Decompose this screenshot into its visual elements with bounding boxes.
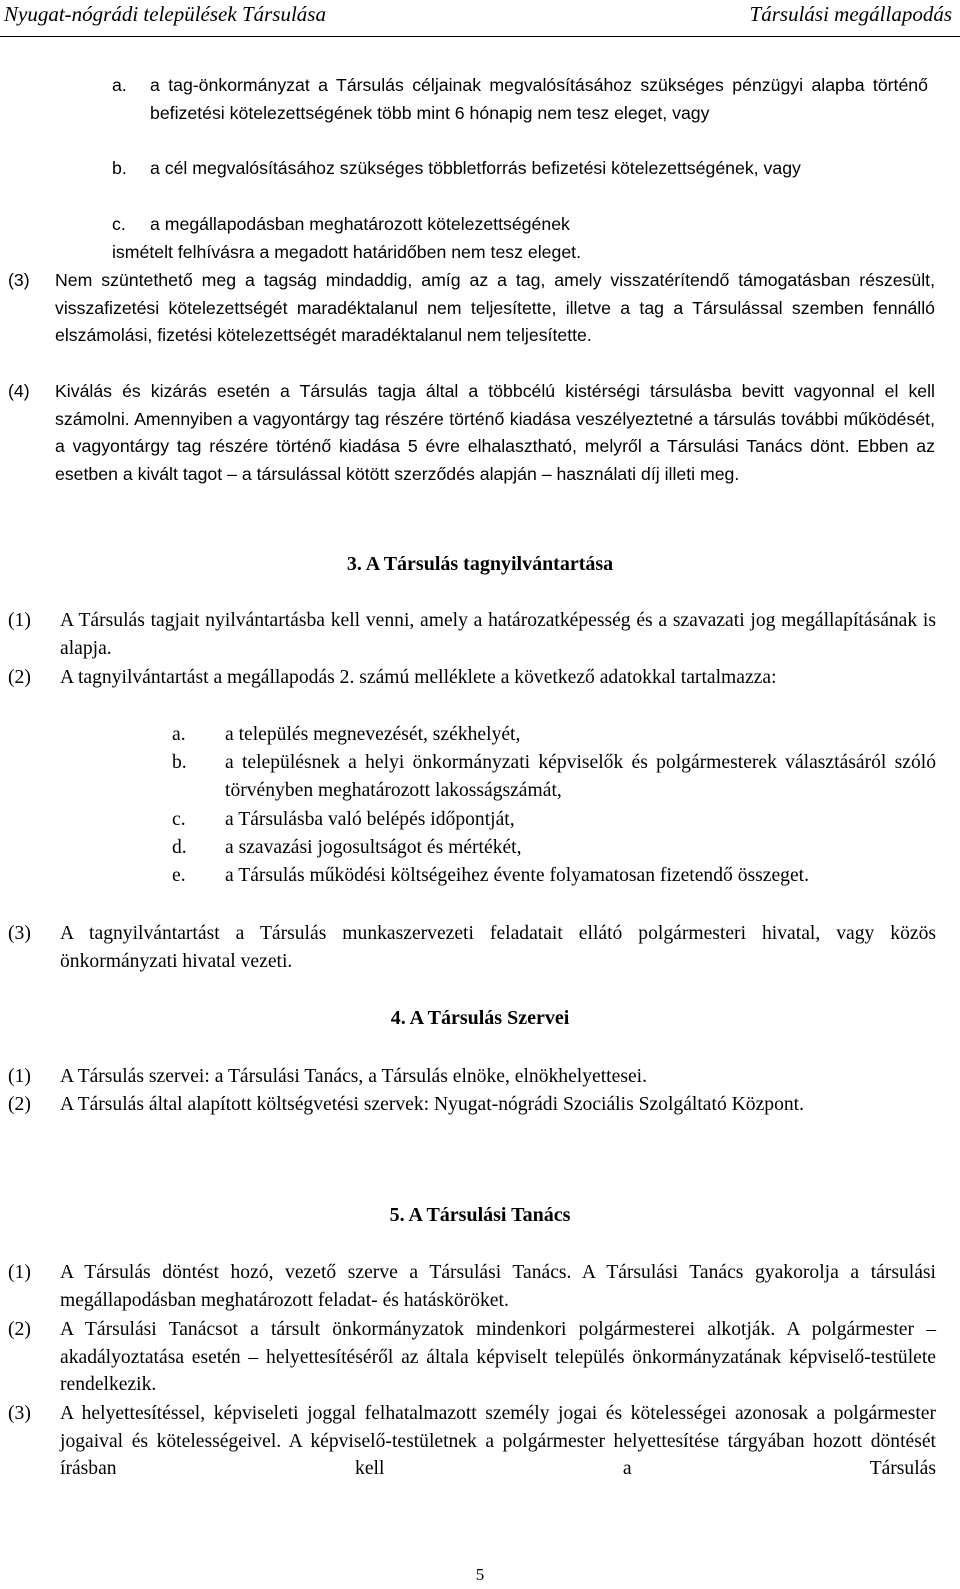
paragraph: Kiválás és kizárás esetén a Társulás tagja által a többcélú kistérségi társulásba bevitt vagyonnal el kell számolni. Amennyiben a vagyontárgy tag részére történő kiadása veszélyeztetné a társulás további működését, a vagyontárgy tag részére történő kiadása 5 évre elhalasztható, melyről a Társulási Tanács dönt. Ebben az esetben a kivált tagot – a társulással kötött szerződés alapján – használati díj illeti meg. xyxy=(55,381,935,484)
list-label: c. xyxy=(172,809,186,830)
paragraph-number: (3) xyxy=(8,1403,31,1424)
paragraph: Nem szüntethető meg a tagság mindaddig, amíg az a tag, amely visszatérítendő támogatásban részesült, visszafizetési kötelezettségét maradéktalanul nem teljesítette, illetve a tag a Társulással szemben fennálló elszámolási, fizetési kötelezettségét maradéktalanul nem teljesítette. xyxy=(55,270,935,346)
paragraph: A Társulás által alapított költségvetési szervek: Nyugat-nógrádi Szociális Szolgáltató Központ. xyxy=(60,1094,805,1115)
list-item: a megállapodásban meghatározott kötelezettségének xyxy=(150,214,570,234)
list-item: a cél megvalósításához szükséges többletforrás befizetési kötelezettségének, vagy xyxy=(150,158,801,178)
paragraph: A Társulás döntést hozó, vezető szerve a Társulási Tanács. A Társulási Tanács gyakorolja a társulási megállapodásban meghatározott feladat- és hatásköröket. xyxy=(60,1262,936,1311)
list-label: e. xyxy=(172,865,186,886)
list-item: a település megnevezését, székhelyét, xyxy=(225,724,521,745)
page-number: 5 xyxy=(475,1565,485,1584)
paragraph-number: (1) xyxy=(8,610,31,631)
paragraph: A helyettesítéssel, képviseleti joggal felhatalmazott személy jogai és kötelességei azonosak a polgármester jogaival és kötelességeivel. A képviselő-testületnek a polgármester helyettesítése tárgyában hozott döntését írásban kell a Társulás xyxy=(60,1403,936,1480)
paragraph: A Társulás tagjait nyilvántartásba kell venni, amely a határozatképesség és a szavazati jog megállapításának is alapja. xyxy=(60,610,936,659)
paragraph-number: (3) xyxy=(8,923,31,944)
list-label: b. xyxy=(172,752,187,773)
paragraph: A Társulási Tanácsot a társult önkormányzatok mindenkori polgármesterei alkotják. A polgármester – akadályoztatása esetén – helyettesítéséről az általa képviselt település önkormányzatának képviselő-testülete rendelkezik. xyxy=(60,1319,936,1396)
paragraph-number: (2) xyxy=(8,667,31,688)
paragraph: A Társulás szervei: a Társulási Tanács, a Társulás elnöke, elnökhelyettesei. xyxy=(60,1066,647,1087)
paragraph-number: (1) xyxy=(8,1262,31,1283)
list-label: c. xyxy=(112,214,126,234)
paragraph-number: (3) xyxy=(8,270,30,290)
list-tail: ismételt felhívásra a megadott határidőben nem tesz eleget. xyxy=(112,242,581,262)
section-heading: 5. A Társulási Tanács xyxy=(389,1204,571,1226)
list-item: a Társulás működési költségeihez évente folyamatosan fizetendő összeget. xyxy=(225,865,809,886)
list-item: a szavazási jogosultságot és mértékét, xyxy=(225,837,522,858)
list-label: a. xyxy=(112,75,127,95)
list-item: a tag-önkormányzat a Társulás céljainak megvalósításához szükséges pénzügyi alapba történő befizetési kötelezettségének több mint 6 hónapig nem tesz eleget, vagy xyxy=(150,75,928,123)
paragraph-number: (2) xyxy=(8,1319,31,1340)
paragraph-number: (4) xyxy=(8,381,30,401)
paragraph-number: (2) xyxy=(8,1094,31,1115)
list-item: a településnek a helyi önkormányzati képviselők és polgármesterek választásáról szóló törvényben meghatározott lakosságszámát, xyxy=(225,752,936,801)
header-right-title: Társulási megállapodás xyxy=(749,2,952,26)
paragraph-number: (1) xyxy=(8,1066,31,1087)
list-item: a Társulásba való belépés időpontját, xyxy=(225,809,515,830)
section-heading: 3. A Társulás tagnyilvántartása xyxy=(346,553,614,575)
list-label: d. xyxy=(172,837,187,858)
header-left-title: Nyugat-nógrádi települések Társulása xyxy=(4,2,326,26)
paragraph: A tagnyilvántartást a Társulás munkaszervezeti feladatait ellátó polgármesteri hivatal, vagy közös önkormányzati hivatal vezeti. xyxy=(60,923,936,972)
section-heading: 4. A Társulás Szervei xyxy=(390,1007,570,1029)
list-label: b. xyxy=(112,158,127,178)
running-header xyxy=(0,0,960,37)
list-label: a. xyxy=(172,724,186,745)
paragraph: A tagnyilvántartást a megállapodás 2. számú melléklete a következő adatokkal tartalmazza: xyxy=(60,667,777,688)
